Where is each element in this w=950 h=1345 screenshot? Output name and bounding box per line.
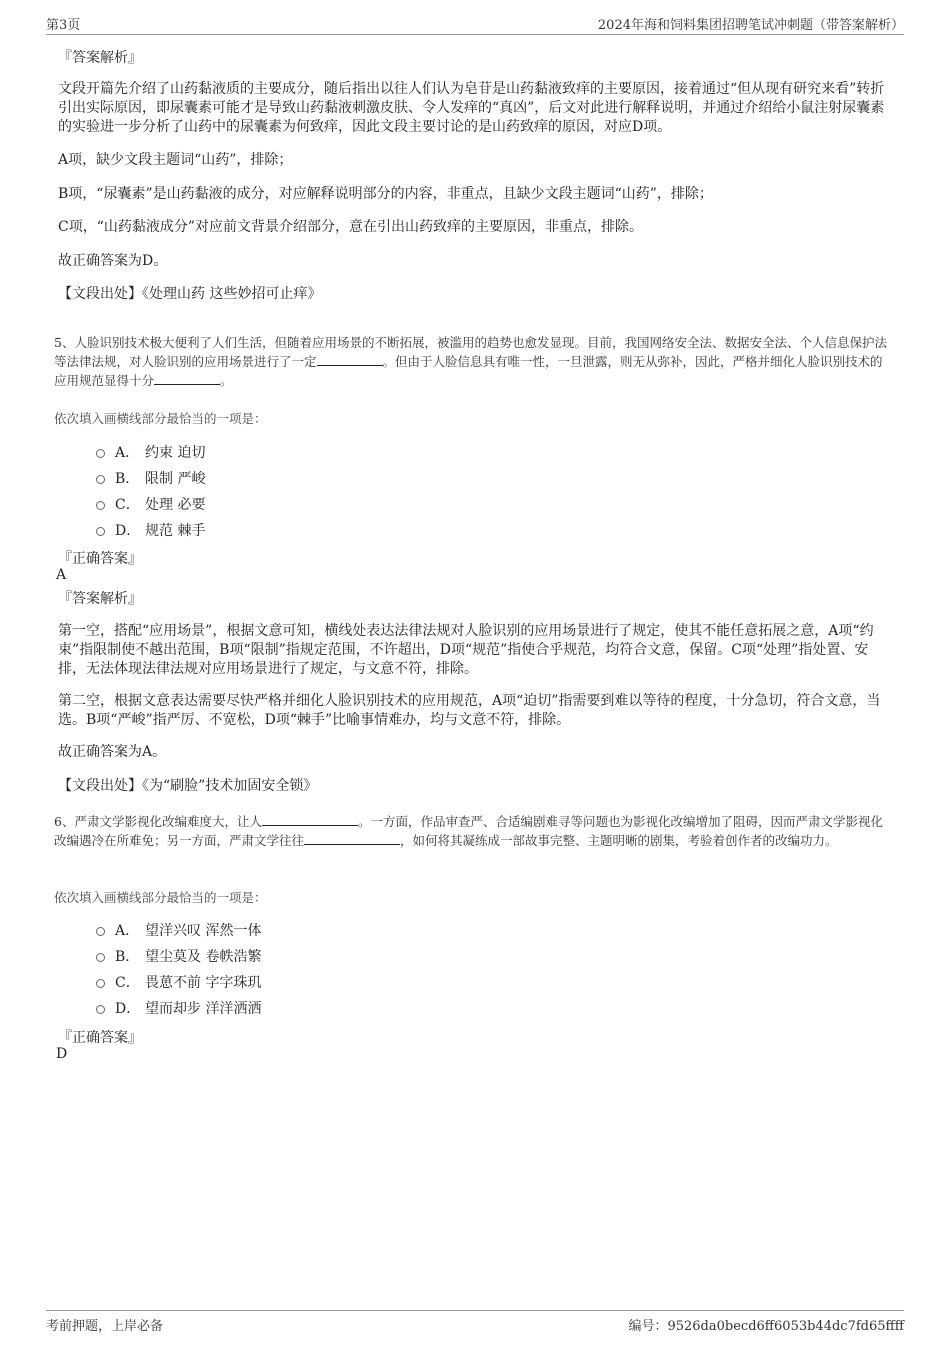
option-letter: D． (115, 523, 141, 539)
option-letter: A． (115, 923, 140, 939)
q5-stem (54, 333, 894, 390)
q6-hint: 依次填入画横线部分最恰当的一项是： (54, 890, 267, 905)
page-number: 第3页 (46, 18, 81, 33)
q4-source-label: 【文段出处】 (58, 286, 142, 302)
option-letter: D． (115, 1001, 141, 1017)
q6-option-b[interactable] (96, 944, 261, 970)
option-letter: C． (115, 975, 140, 991)
option-text: 规范 棘手 (145, 523, 206, 539)
option-text: 望而却步 洋洋洒洒 (145, 1001, 262, 1017)
q6-stem-part2: 。一方面，作品审查严、合适编剧难寻等问题也为影视化改编增加了阻碍，因而严肃文学影视化改编遇冷在所难免；另一方面，严肃文学往往 (54, 814, 883, 848)
radio-icon[interactable] (96, 979, 105, 988)
q4-analysis-option-b: B项，“尿囊素”是山药黏液的成分，对应解释说明部分的内容，非重点，且缺少文段主题词“山药”，排除； (58, 186, 713, 202)
option-text: 约束 迫切 (145, 445, 206, 461)
footer-code: 编号：9526da0becd6ff6053b44dc7fd65ffff (628, 1319, 904, 1334)
option-text: 望尘莫及 卷帙浩繁 (145, 949, 262, 965)
q5-option-c[interactable] (96, 492, 205, 518)
q6-stem-part1: 6、严肃文学影视化改编难度大，让人 (54, 814, 262, 829)
radio-icon[interactable] (96, 1005, 105, 1014)
q5-options (96, 440, 205, 544)
q5-stem-part1: 5、人脸识别技术极大便利了人们生活，但随着应用场景的不断拓展，被滥用的趋势也愈发显现。目前，我国网络安全法、数据安全法、个人信息保护法等法律法规，对人脸识别的应用场景进行了一定 (54, 335, 887, 369)
option-letter: A． (115, 445, 140, 461)
q5-blank-1 (317, 353, 383, 366)
q6-stem-part3: ，如何将其凝练成一部故事完整、主题明晰的剧集，考验着创作者的改编功力。 (400, 833, 838, 848)
q6-answer: D (56, 1046, 68, 1062)
q5-option-d[interactable] (96, 518, 205, 544)
option-letter: B． (115, 471, 140, 487)
q5-source (58, 777, 894, 796)
radio-icon[interactable] (96, 927, 105, 936)
q4-analysis-option-c: C项，“山药黏液成分”对应前文背景介绍部分，意在引出山药致痒的主要原因，非重点，排除。 (58, 219, 644, 235)
q4-analysis-paragraph: 文段开篇先介绍了山药黏液质的主要成分，随后指出以往人们认为皂苷是山药黏液致痒的主要原因，接着通过“但从现有研究来看”转折引出实际原因，即尿囊素可能才是导致山药黏液刺激皮肤、令人发痒的“真凶”，后文对此进行解释说明，并通过介绍给小鼠注射尿囊素的实验进一步分析了山药中的尿囊素为何致痒，因此文段主要讨论的是山药致痒的原因，对应D项。 (58, 81, 885, 135)
option-text: 处理 必要 (145, 497, 206, 513)
q5-analysis-paragraph-1: 第一空，搭配“应用场景”，根据文意可知，横线处表达法律法规对人脸识别的应用场景进行了规定，使其不能任意拓展之意，A项“约束”指限制使不越出范围，B项“限制”指规定范围，不许超出，D项“规范”指使合乎规范，均符合文意，保留。C项“处理”指处置、安排，无法体现法律法规对应用场景进行了规定，与文意不符，排除。 (58, 623, 874, 677)
radio-icon[interactable] (96, 527, 105, 536)
q5-conclusion: 故正确答案为A。 (58, 744, 167, 760)
q5-hint: 依次填入画横线部分最恰当的一项是： (54, 411, 267, 426)
q6-blank-1 (262, 813, 358, 826)
q5-stem-part2: 。但由于人脸信息具有唯一性，一旦泄露，则无从弥补，因此，严格并细化人脸识别技术的应用规范显得十分 (54, 354, 883, 388)
q5-stem-part3: 。 (220, 373, 233, 388)
option-text: 畏葸不前 字字珠玑 (145, 975, 262, 991)
option-text: 限制 严峻 (145, 471, 206, 487)
q5-answer-label: 『正确答案』 (58, 551, 142, 567)
option-letter: C． (115, 497, 140, 513)
q4-analysis-option-a: A项，缺少文段主题词“山药”，排除； (58, 152, 293, 168)
q4-conclusion: 故正确答案为D。 (58, 253, 168, 269)
q5-source-label: 【文段出处】 (58, 778, 142, 794)
radio-icon[interactable] (96, 449, 105, 458)
q6-stem (54, 812, 894, 850)
option-text: 望洋兴叹 浑然一体 (145, 923, 262, 939)
radio-icon[interactable] (96, 475, 105, 484)
q5-option-b[interactable] (96, 466, 205, 492)
q6-option-c[interactable] (96, 970, 261, 996)
q5-source-title: 《为“刷脸”技术加固安全锁》 (142, 778, 318, 794)
q5-blank-2 (154, 372, 220, 385)
q6-blank-2 (304, 832, 400, 845)
page-footer (46, 1310, 904, 1335)
footer-slogan: 考前押题，上岸必备 (46, 1319, 164, 1334)
option-letter: B． (115, 949, 140, 965)
q4-source (58, 285, 894, 304)
radio-icon[interactable] (96, 953, 105, 962)
q4-analysis-label: 『答案解析』 (58, 50, 142, 66)
q6-answer-label: 『正确答案』 (58, 1030, 142, 1046)
q5-analysis-paragraph-2: 第二空，根据文意表达需要尽快严格并细化人脸识别技术的应用规范，A项“迫切”指需要到难以等待的程度，十分急切，符合文意，当选。B项“严峻”指严厉、不宽松，D项“棘手”比喻事情难办，均与文意不符，排除。 (58, 693, 881, 728)
q5-analysis-label: 『答案解析』 (58, 591, 142, 607)
q5-answer: A (56, 567, 67, 583)
document-title: 2024年海和饲料集团招聘笔试冲刺题（带答案解析） (597, 18, 904, 33)
q6-option-a[interactable] (96, 918, 261, 944)
q5-option-a[interactable] (96, 440, 205, 466)
q6-option-d[interactable] (96, 996, 261, 1022)
q6-options (96, 918, 261, 1022)
q4-source-title: 《处理山药 这些妙招可止痒》 (142, 286, 322, 302)
radio-icon[interactable] (96, 501, 105, 510)
page-header (46, 12, 904, 35)
